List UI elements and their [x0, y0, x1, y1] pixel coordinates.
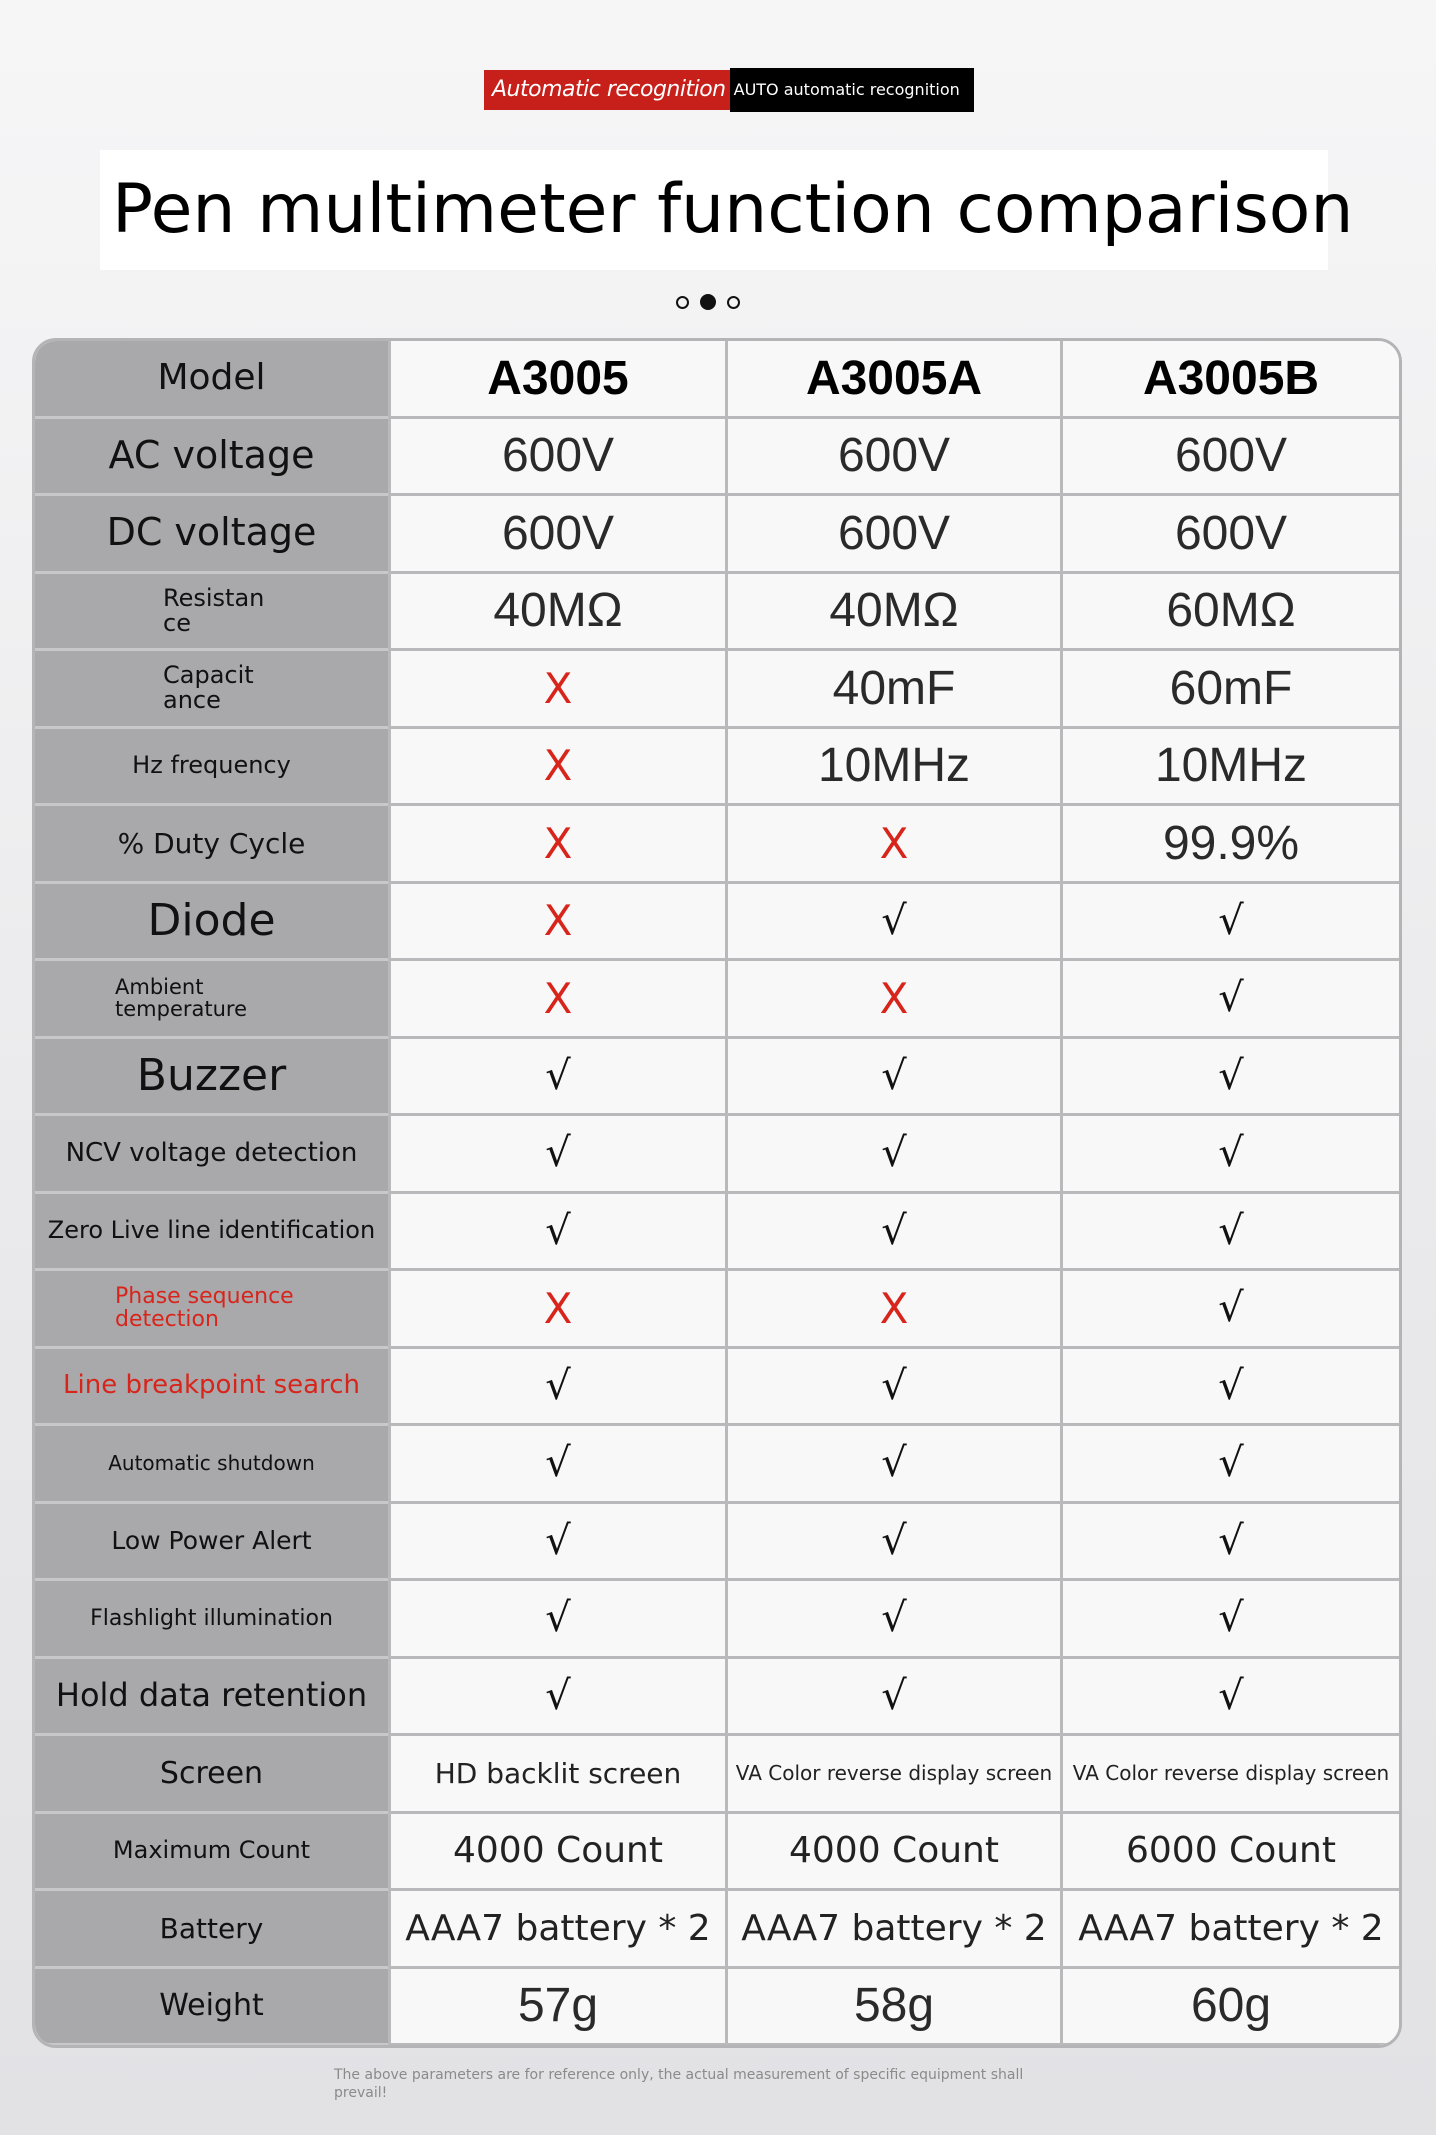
cell-a3005b: √: [1060, 961, 1399, 1039]
cell-a3005b: √: [1060, 1271, 1399, 1349]
cell-a3005: √: [388, 1349, 725, 1427]
cell-a3005b: 600V: [1060, 419, 1399, 497]
cell-a3005a: √: [725, 1659, 1060, 1737]
page-title: Pen multimeter function comparison: [112, 170, 1354, 249]
cell-a3005a: X: [725, 961, 1060, 1039]
row-label: Maximum Count: [35, 1814, 388, 1892]
row-label: Ambient temperature: [35, 961, 388, 1039]
cell-a3005: √: [388, 1116, 725, 1194]
row-label: Model: [35, 341, 388, 419]
cell-a3005b: 60MΩ: [1060, 574, 1399, 652]
row-label: DC voltage: [35, 496, 388, 574]
row-label: Automatic shutdown: [35, 1426, 388, 1504]
cell-a3005b: √: [1060, 1039, 1399, 1117]
row-label: Zero Live line identification: [35, 1194, 388, 1272]
cell-a3005: X: [388, 961, 725, 1039]
cell-a3005a: √: [725, 1349, 1060, 1427]
cell-a3005: √: [388, 1039, 725, 1117]
row-label: Hz frequency: [35, 729, 388, 807]
cell-a3005b: √: [1060, 1426, 1399, 1504]
cell-a3005b: 600V: [1060, 496, 1399, 574]
cell-a3005a: 600V: [725, 419, 1060, 497]
tag-black-label: AUTO automatic recognition: [730, 68, 974, 112]
cell-a3005a: 600V: [725, 496, 1060, 574]
row-label: Capacit ance: [35, 651, 388, 729]
cell-a3005a: 40mF: [725, 651, 1060, 729]
cell-a3005: 600V: [388, 419, 725, 497]
cell-a3005b: 10MHz: [1060, 729, 1399, 807]
cell-a3005: 40MΩ: [388, 574, 725, 652]
carousel-dots[interactable]: [676, 294, 740, 310]
carousel-dot-2[interactable]: [700, 294, 716, 310]
row-label: Weight: [35, 1969, 388, 2047]
cell-a3005b: √: [1060, 884, 1399, 962]
cell-a3005: √: [388, 1659, 725, 1737]
cell-a3005a: √: [725, 1581, 1060, 1659]
cell-a3005b: 60g: [1060, 1969, 1399, 2047]
cell-a3005b: AAA7 battery * 2: [1060, 1891, 1399, 1969]
cell-a3005b: √: [1060, 1349, 1399, 1427]
comparison-table: [32, 338, 1402, 2048]
cell-a3005a: 10MHz: [725, 729, 1060, 807]
tag-red-label: Automatic recognition: [484, 70, 730, 110]
row-label: AC voltage: [35, 419, 388, 497]
cell-a3005a: √: [725, 1426, 1060, 1504]
cell-a3005a: A3005A: [725, 341, 1060, 419]
cell-a3005b: √: [1060, 1504, 1399, 1582]
row-label: Screen: [35, 1736, 388, 1814]
cell-a3005a: 40MΩ: [725, 574, 1060, 652]
row-label: % Duty Cycle: [35, 806, 388, 884]
cell-a3005a: 58g: [725, 1969, 1060, 2047]
row-label: Resistan ce: [35, 574, 388, 652]
cell-a3005: 600V: [388, 496, 725, 574]
cell-a3005a: √: [725, 1039, 1060, 1117]
cell-a3005: 4000 Count: [388, 1814, 725, 1892]
cell-a3005: X: [388, 806, 725, 884]
cell-a3005a: X: [725, 1271, 1060, 1349]
cell-a3005: HD backlit screen: [388, 1736, 725, 1814]
cell-a3005b: √: [1060, 1581, 1399, 1659]
cell-a3005: 57g: [388, 1969, 725, 2047]
cell-a3005: √: [388, 1504, 725, 1582]
comparison-grid: [35, 341, 1399, 2045]
cell-a3005: √: [388, 1426, 725, 1504]
row-label: Hold data retention: [35, 1659, 388, 1737]
carousel-dot-3[interactable]: [727, 296, 740, 309]
row-label: Buzzer: [35, 1039, 388, 1117]
cell-a3005: X: [388, 1271, 725, 1349]
cell-a3005b: VA Color reverse display screen: [1060, 1736, 1399, 1814]
cell-a3005a: 4000 Count: [725, 1814, 1060, 1892]
cell-a3005: X: [388, 651, 725, 729]
cell-a3005a: VA Color reverse display screen: [725, 1736, 1060, 1814]
cell-a3005: X: [388, 884, 725, 962]
row-label: Battery: [35, 1891, 388, 1969]
cell-a3005a: √: [725, 1504, 1060, 1582]
cell-a3005: X: [388, 729, 725, 807]
row-label: Low Power Alert: [35, 1504, 388, 1582]
row-label: NCV voltage detection: [35, 1116, 388, 1194]
cell-a3005b: 60mF: [1060, 651, 1399, 729]
cell-a3005: AAA7 battery * 2: [388, 1891, 725, 1969]
cell-a3005b: √: [1060, 1194, 1399, 1272]
row-label: Diode: [35, 884, 388, 962]
cell-a3005b: A3005B: [1060, 341, 1399, 419]
row-label: Phase sequence detection: [35, 1271, 388, 1349]
row-label: Flashlight illumination: [35, 1581, 388, 1659]
cell-a3005a: √: [725, 1194, 1060, 1272]
cell-a3005: √: [388, 1194, 725, 1272]
cell-a3005b: 6000 Count: [1060, 1814, 1399, 1892]
cell-a3005b: 99.9%: [1060, 806, 1399, 884]
cell-a3005a: √: [725, 884, 1060, 962]
cell-a3005: A3005: [388, 341, 725, 419]
cell-a3005: √: [388, 1581, 725, 1659]
cell-a3005a: AAA7 battery * 2: [725, 1891, 1060, 1969]
cell-a3005b: √: [1060, 1116, 1399, 1194]
row-label: Line breakpoint search: [35, 1349, 388, 1427]
carousel-dot-1[interactable]: [676, 296, 689, 309]
cell-a3005a: √: [725, 1116, 1060, 1194]
auto-recognition-tag: [484, 68, 974, 112]
cell-a3005a: X: [725, 806, 1060, 884]
cell-a3005b: √: [1060, 1659, 1399, 1737]
footnote: The above parameters are for reference only, the actual measurement of specific equipment shall prevail!: [334, 2067, 1024, 2101]
